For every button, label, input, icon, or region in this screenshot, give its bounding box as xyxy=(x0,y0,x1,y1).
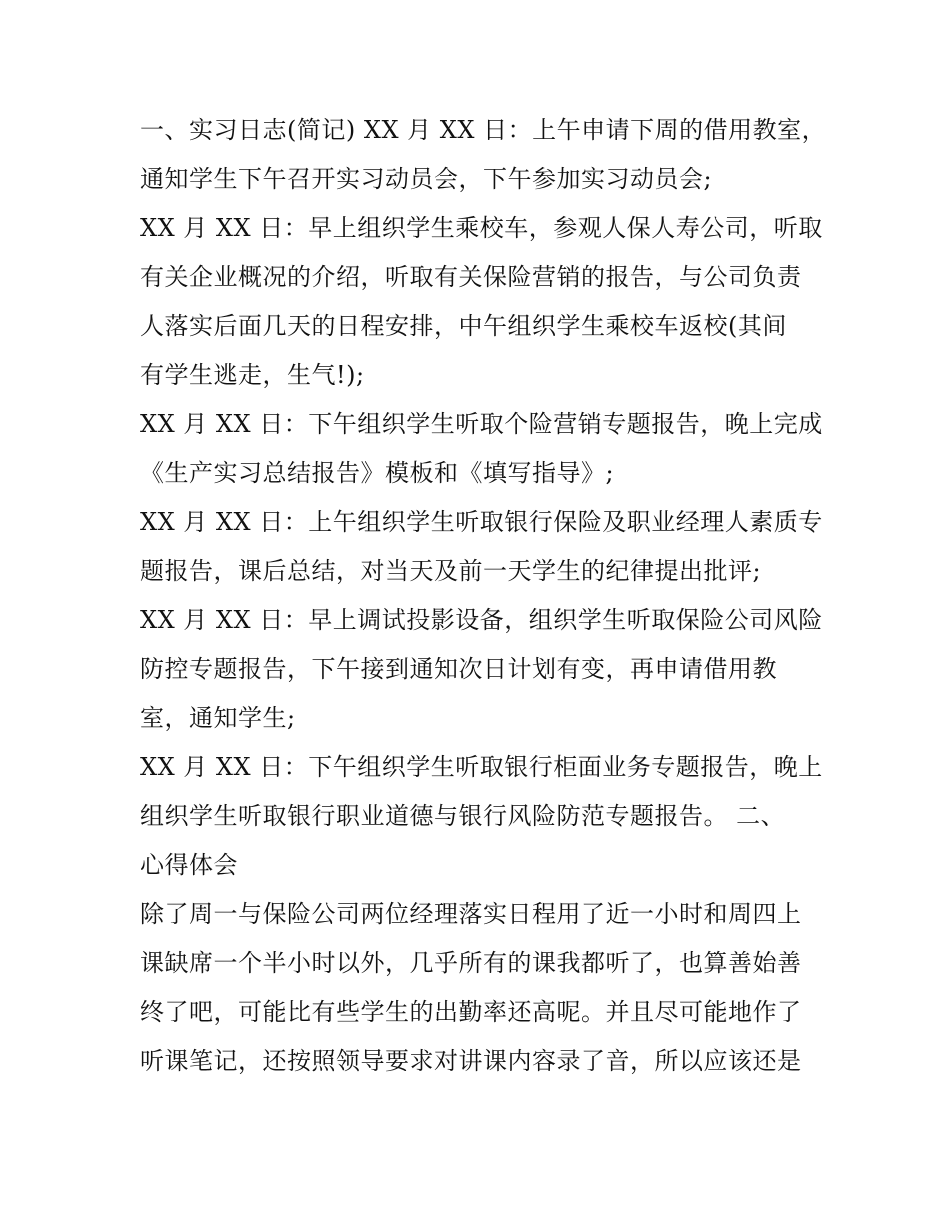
text-line: 有关企业概况的介绍，听取有关保险营销的报告，与公司负责 xyxy=(140,263,802,291)
document-body xyxy=(140,106,827,1086)
text-line: 一、实习日志(简记) XX 月 XX 日：上午申请下周的借用教室， xyxy=(140,116,827,144)
text-line: 室，通知学生; xyxy=(140,704,296,732)
text-line: XX 月 XX 日：下午组织学生听取银行柜面业务专题报告，晚上 xyxy=(140,753,823,781)
text-line: 除了周一与保险公司两位经理落实日程用了近一小时和周四上 xyxy=(140,900,802,928)
text-line: 题报告，课后总结，对当天及前一天学生的纪律提出批评; xyxy=(140,557,762,585)
text-line: 课缺席一个半小时以外，几乎所有的课我都听了，也算善始善 xyxy=(140,949,802,977)
section-heading-line: 心得体会 xyxy=(140,851,238,879)
text-line: 通知学生下午召开实习动员会，下午参加实习动员会; xyxy=(140,165,713,193)
text-line: 终了吧，可能比有些学生的出勤率还高呢。并且尽可能地作了 xyxy=(140,998,802,1026)
text-line: 防控专题报告，下午接到通知次日计划有变，再申请借用教 xyxy=(140,655,777,683)
text-line: XX 月 XX 日：早上调试投影设备，组织学生听取保险公司风险 xyxy=(140,606,823,634)
text-line: XX 月 XX 日：上午组织学生听取银行保险及职业经理人素质专 xyxy=(140,508,823,536)
text-line: XX 月 XX 日：下午组织学生听取个险营销专题报告，晚上完成 xyxy=(140,410,823,438)
text-line: 组织学生听取银行职业道德与银行风险防范专题报告。 二、 xyxy=(140,802,786,830)
text-line: 听课笔记，还按照领导要求对讲课内容录了音，所以应该还是 xyxy=(140,1047,802,1075)
text-line: XX 月 XX 日：早上组织学生乘校车，参观人保人寿公司，听取 xyxy=(140,214,823,242)
text-line: 人落实后面几天的日程安排，中午组织学生乘校车返校(其间 xyxy=(140,312,787,340)
text-line: 《生产实习总结报告》模板和《填写指导》; xyxy=(140,459,615,487)
text-line: 有学生逃走，生气!); xyxy=(140,361,365,389)
